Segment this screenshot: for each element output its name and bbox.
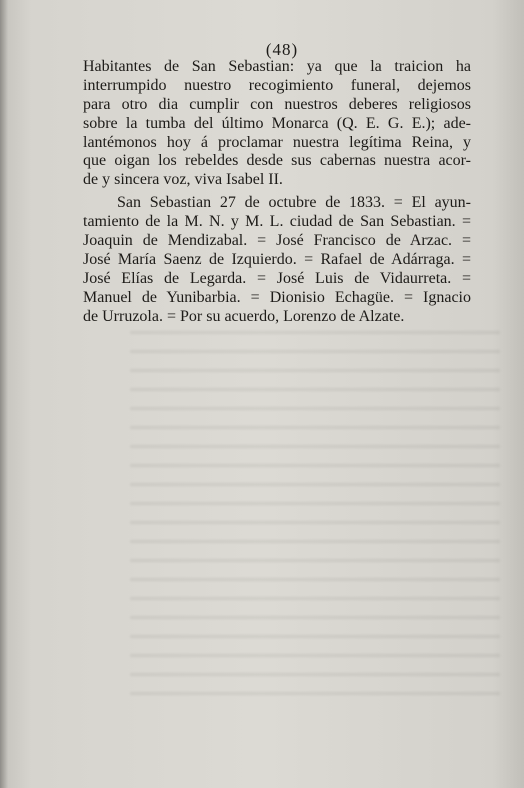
body-text (83, 58, 471, 326)
text-line: Manuel de Yunibarbia. = Dionisio Echagüe. = Ignacio (83, 288, 471, 306)
bleed-through-texture (130, 322, 500, 702)
paragraph-proclamation (83, 58, 471, 190)
paragraph-signatures (83, 194, 471, 326)
text-line: lantémonos hoy á proclamar nuestra legítima Reina, y (83, 133, 471, 151)
page-spine-shadow (0, 0, 8, 788)
text-line: José Elías de Legarda. = José Luis de Vidaurreta. = (83, 269, 471, 287)
text-line: Joaquin de Mendizabal. = José Francisco de Arzac. = (83, 232, 471, 250)
text-line: sobre la tumba del último Monarca (Q. E. G. E.); ade- (83, 114, 471, 132)
page-number: (48) (265, 40, 299, 59)
text-line: San Sebastian 27 de octubre de 1833. = El ayun- (117, 194, 471, 212)
text-line: interrumpido nuestro recogimiento funeral, dejemos (83, 76, 471, 94)
text-line: Habitantes de San Sebastian: ya que la traicion ha (83, 58, 471, 75)
text-line: José María Saenz de Izquierdo. = Rafael de Adárraga. = (83, 250, 471, 268)
text-line: de Urruzola. = Por su acuerdo, Lorenzo de Alzate. (83, 307, 405, 325)
text-line: para otro dia cumplir con nuestros deberes religiosos (83, 95, 471, 113)
text-line: de y sincera voz, viva Isabel II. (83, 171, 283, 189)
text-line: tamiento de la M. N. y M. L. ciudad de San Sebastian. = (83, 213, 471, 231)
text-line: que oigan los rebeldes desde sus cabernas nuestra acor- (83, 152, 471, 170)
